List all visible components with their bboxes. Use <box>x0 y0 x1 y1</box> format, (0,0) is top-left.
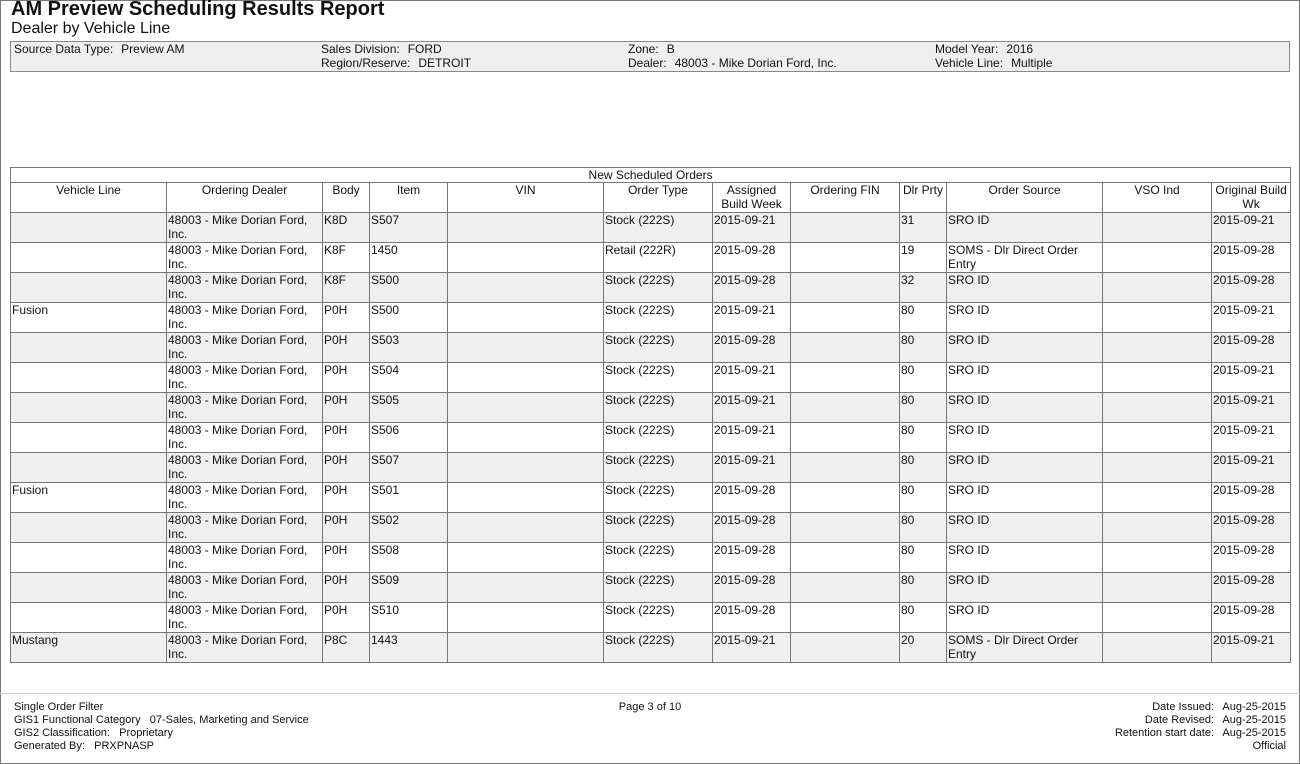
cell-order-source: SRO ID <box>947 423 1103 453</box>
cell-order-type: Stock (222S) <box>604 543 713 573</box>
cell-order-type: Stock (222S) <box>604 513 713 543</box>
gis1-value: 07-Sales, Marketing and Service <box>149 714 309 726</box>
cell-order-source: SRO ID <box>947 513 1103 543</box>
source-data-type <box>14 42 185 56</box>
region-reserve-value: DETROIT <box>418 56 472 70</box>
cell-order-source: SRO ID <box>947 273 1103 303</box>
cell-vso-ind <box>1103 243 1212 273</box>
table-row <box>11 513 1291 543</box>
cell-vso-ind <box>1103 333 1212 363</box>
cell-order-source: SOMS - Dlr Direct Order Entry <box>947 633 1103 663</box>
report-subtitle: Dealer by Vehicle Line <box>11 20 171 37</box>
cell-order-source: SOMS - Dlr Direct Order Entry <box>947 243 1103 273</box>
footer-gis2 <box>14 727 309 740</box>
cell-order-source: SRO ID <box>947 213 1103 243</box>
column-header-ordering-fin: Ordering FIN <box>791 183 900 213</box>
cell-item: S503 <box>370 333 448 363</box>
footer-status: Official <box>1252 740 1286 752</box>
cell-assigned-build-week: 2015-09-21 <box>713 423 791 453</box>
report-parameters-box <box>10 41 1290 72</box>
footer-generated-by <box>14 740 309 753</box>
zone-value: B <box>666 42 675 56</box>
cell-item: S502 <box>370 513 448 543</box>
generated-by-value: PRXPNASP <box>94 740 155 752</box>
table-row <box>11 423 1291 453</box>
cell-vso-ind <box>1103 393 1212 423</box>
cell-assigned-build-week: 2015-09-28 <box>713 243 791 273</box>
table-header-row <box>11 183 1291 213</box>
cell-ordering-fin <box>791 573 900 603</box>
cell-vso-ind <box>1103 513 1212 543</box>
sales-division-value: FORD <box>407 42 442 56</box>
table-row <box>11 273 1291 303</box>
cell-vin <box>448 633 604 663</box>
cell-item: 1450 <box>370 243 448 273</box>
cell-ordering-dealer: 48003 - Mike Dorian Ford, Inc. <box>167 483 323 513</box>
cell-original-build-wk: 2015-09-21 <box>1212 213 1291 243</box>
cell-original-build-wk: 2015-09-28 <box>1212 513 1291 543</box>
cell-assigned-build-week: 2015-09-21 <box>713 303 791 333</box>
cell-item: S509 <box>370 573 448 603</box>
column-header-ordering-dealer: Ordering Dealer <box>167 183 323 213</box>
cell-order-source: SRO ID <box>947 333 1103 363</box>
cell-vin <box>448 303 604 333</box>
date-revised-label: Date Revised: <box>1144 714 1214 726</box>
cell-original-build-wk: 2015-09-21 <box>1212 303 1291 333</box>
cell-assigned-build-week: 2015-09-28 <box>713 273 791 303</box>
cell-order-type: Stock (222S) <box>604 303 713 333</box>
cell-item: S510 <box>370 603 448 633</box>
cell-dlr-prty: 80 <box>900 603 947 633</box>
table-row <box>11 363 1291 393</box>
cell-assigned-build-week: 2015-09-21 <box>713 633 791 663</box>
cell-ordering-dealer: 48003 - Mike Dorian Ford, Inc. <box>167 243 323 273</box>
cell-dlr-prty: 80 <box>900 573 947 603</box>
column-header-body: Body <box>323 183 370 213</box>
cell-assigned-build-week: 2015-09-28 <box>713 603 791 633</box>
footer-date-issued <box>1115 701 1286 714</box>
cell-vso-ind <box>1103 453 1212 483</box>
cell-order-source: SRO ID <box>947 603 1103 633</box>
cell-order-type: Stock (222S) <box>604 213 713 243</box>
column-header-dlr-prty: Dlr Prty <box>900 183 947 213</box>
cell-ordering-fin <box>791 273 900 303</box>
cell-ordering-fin <box>791 603 900 633</box>
table-row <box>11 543 1291 573</box>
cell-item: S500 <box>370 303 448 333</box>
cell-ordering-fin <box>791 243 900 273</box>
sales-division-label: Sales Division: <box>321 42 400 56</box>
table-row <box>11 573 1291 603</box>
gis1-label: GIS1 Functional Category <box>14 714 141 726</box>
cell-order-type: Stock (222S) <box>604 453 713 483</box>
cell-vehicle-line <box>11 213 167 243</box>
cell-ordering-fin <box>791 393 900 423</box>
cell-ordering-dealer: 48003 - Mike Dorian Ford, Inc. <box>167 543 323 573</box>
table-group-header: New Scheduled Orders <box>11 168 1291 183</box>
cell-vin <box>448 483 604 513</box>
footer-page-number: Page 3 of 10 <box>618 701 682 713</box>
date-issued-label: Date Issued: <box>1152 701 1214 713</box>
cell-ordering-dealer: 48003 - Mike Dorian Ford, Inc. <box>167 423 323 453</box>
cell-body: P8C <box>323 633 370 663</box>
cell-body: K8F <box>323 273 370 303</box>
cell-order-type: Stock (222S) <box>604 363 713 393</box>
cell-vehicle-line <box>11 273 167 303</box>
cell-vso-ind <box>1103 633 1212 663</box>
cell-ordering-dealer: 48003 - Mike Dorian Ford, Inc. <box>167 273 323 303</box>
model-year <box>935 42 1033 56</box>
source-data-type-value: Preview AM <box>121 42 185 56</box>
footer-retention-date <box>1115 727 1286 740</box>
cell-vin <box>448 213 604 243</box>
scheduled-orders-table <box>10 167 1291 663</box>
cell-body: P0H <box>323 603 370 633</box>
cell-original-build-wk: 2015-09-21 <box>1212 363 1291 393</box>
cell-vehicle-line <box>11 603 167 633</box>
cell-original-build-wk: 2015-09-28 <box>1212 333 1291 363</box>
cell-order-source: SRO ID <box>947 543 1103 573</box>
cell-vin <box>448 603 604 633</box>
cell-dlr-prty: 19 <box>900 243 947 273</box>
cell-ordering-dealer: 48003 - Mike Dorian Ford, Inc. <box>167 573 323 603</box>
cell-vso-ind <box>1103 573 1212 603</box>
cell-vso-ind <box>1103 213 1212 243</box>
cell-body: P0H <box>323 393 370 423</box>
footer-divider <box>0 693 1300 694</box>
cell-order-type: Stock (222S) <box>604 573 713 603</box>
cell-item: S507 <box>370 453 448 483</box>
cell-ordering-dealer: 48003 - Mike Dorian Ford, Inc. <box>167 333 323 363</box>
cell-ordering-dealer: 48003 - Mike Dorian Ford, Inc. <box>167 633 323 663</box>
cell-ordering-fin <box>791 633 900 663</box>
cell-body: P0H <box>323 543 370 573</box>
cell-item: 1443 <box>370 633 448 663</box>
cell-vin <box>448 273 604 303</box>
column-header-vin: VIN <box>448 183 604 213</box>
cell-assigned-build-week: 2015-09-28 <box>713 333 791 363</box>
cell-body: P0H <box>323 573 370 603</box>
cell-item: S506 <box>370 423 448 453</box>
cell-assigned-build-week: 2015-09-21 <box>713 453 791 483</box>
cell-order-type: Stock (222S) <box>604 273 713 303</box>
cell-order-type: Stock (222S) <box>604 483 713 513</box>
dealer-label: Dealer: <box>628 56 667 70</box>
cell-vehicle-line: Mustang <box>11 633 167 663</box>
sales-division <box>321 42 442 56</box>
cell-vehicle-line <box>11 243 167 273</box>
cell-ordering-fin <box>791 423 900 453</box>
cell-vin <box>448 513 604 543</box>
cell-order-source: SRO ID <box>947 303 1103 333</box>
cell-ordering-dealer: 48003 - Mike Dorian Ford, Inc. <box>167 393 323 423</box>
table-row <box>11 453 1291 483</box>
cell-body: P0H <box>323 423 370 453</box>
cell-item: S500 <box>370 273 448 303</box>
cell-dlr-prty: 20 <box>900 633 947 663</box>
cell-ordering-fin <box>791 513 900 543</box>
column-header-vso-ind: VSO Ind <box>1103 183 1212 213</box>
cell-original-build-wk: 2015-09-28 <box>1212 273 1291 303</box>
cell-original-build-wk: 2015-09-28 <box>1212 243 1291 273</box>
model-year-value: 2016 <box>1006 42 1034 56</box>
cell-original-build-wk: 2015-09-21 <box>1212 633 1291 663</box>
column-header-item: Item <box>370 183 448 213</box>
cell-dlr-prty: 80 <box>900 393 947 423</box>
cell-vin <box>448 423 604 453</box>
cell-ordering-dealer: 48003 - Mike Dorian Ford, Inc. <box>167 303 323 333</box>
cell-vehicle-line <box>11 453 167 483</box>
date-revised-value: Aug-25-2015 <box>1222 714 1286 726</box>
cell-vin <box>448 543 604 573</box>
cell-vin <box>448 243 604 273</box>
zone-label: Zone: <box>628 42 659 56</box>
cell-vin <box>448 573 604 603</box>
cell-order-source: SRO ID <box>947 363 1103 393</box>
cell-vso-ind <box>1103 483 1212 513</box>
cell-order-source: SRO ID <box>947 483 1103 513</box>
generated-by-label: Generated By: <box>14 740 85 752</box>
cell-vso-ind <box>1103 363 1212 393</box>
table-row <box>11 243 1291 273</box>
cell-dlr-prty: 80 <box>900 513 947 543</box>
cell-vehicle-line <box>11 513 167 543</box>
cell-dlr-prty: 32 <box>900 273 947 303</box>
cell-original-build-wk: 2015-09-21 <box>1212 393 1291 423</box>
cell-ordering-dealer: 48003 - Mike Dorian Ford, Inc. <box>167 453 323 483</box>
cell-dlr-prty: 80 <box>900 453 947 483</box>
column-header-order-type: Order Type <box>604 183 713 213</box>
cell-order-type: Stock (222S) <box>604 333 713 363</box>
gis2-value: Proprietary <box>119 727 173 739</box>
cell-vehicle-line <box>11 393 167 423</box>
cell-order-type: Stock (222S) <box>604 633 713 663</box>
source-data-type-label: Source Data Type: <box>14 42 114 56</box>
column-header-vehicle-line: Vehicle Line <box>11 183 167 213</box>
cell-assigned-build-week: 2015-09-21 <box>713 393 791 423</box>
gis2-label: GIS2 Classification: <box>14 727 110 739</box>
table-row <box>11 483 1291 513</box>
cell-order-type: Retail (222R) <box>604 243 713 273</box>
cell-vehicle-line <box>11 543 167 573</box>
footer-right <box>1115 701 1286 753</box>
cell-original-build-wk: 2015-09-28 <box>1212 603 1291 633</box>
cell-original-build-wk: 2015-09-28 <box>1212 483 1291 513</box>
table-body <box>11 213 1291 663</box>
cell-vso-ind <box>1103 303 1212 333</box>
cell-vin <box>448 453 604 483</box>
column-header-order-source: Order Source <box>947 183 1103 213</box>
table-row <box>11 213 1291 243</box>
cell-dlr-prty: 80 <box>900 333 947 363</box>
cell-dlr-prty: 80 <box>900 483 947 513</box>
cell-original-build-wk: 2015-09-21 <box>1212 423 1291 453</box>
cell-assigned-build-week: 2015-09-28 <box>713 543 791 573</box>
region-reserve-label: Region/Reserve: <box>321 56 411 70</box>
cell-body: P0H <box>323 303 370 333</box>
cell-vso-ind <box>1103 423 1212 453</box>
cell-vin <box>448 363 604 393</box>
cell-ordering-fin <box>791 363 900 393</box>
cell-ordering-fin <box>791 213 900 243</box>
cell-body: P0H <box>323 483 370 513</box>
cell-assigned-build-week: 2015-09-21 <box>713 213 791 243</box>
cell-vehicle-line <box>11 423 167 453</box>
cell-original-build-wk: 2015-09-28 <box>1212 573 1291 603</box>
cell-dlr-prty: 80 <box>900 423 947 453</box>
footer-date-revised <box>1115 714 1286 727</box>
cell-body: P0H <box>323 363 370 393</box>
cell-ordering-fin <box>791 303 900 333</box>
footer-filter: Single Order Filter <box>14 701 104 713</box>
cell-item: S501 <box>370 483 448 513</box>
table-row <box>11 333 1291 363</box>
region-reserve <box>321 56 471 70</box>
cell-body: K8D <box>323 213 370 243</box>
cell-ordering-dealer: 48003 - Mike Dorian Ford, Inc. <box>167 213 323 243</box>
vehicle-line-label: Vehicle Line: <box>935 56 1004 70</box>
cell-dlr-prty: 80 <box>900 303 947 333</box>
cell-original-build-wk: 2015-09-28 <box>1212 543 1291 573</box>
vehicle-line-value: Multiple <box>1011 56 1053 70</box>
cell-vso-ind <box>1103 603 1212 633</box>
cell-assigned-build-week: 2015-09-28 <box>713 573 791 603</box>
model-year-label: Model Year: <box>935 42 999 56</box>
cell-assigned-build-week: 2015-09-28 <box>713 483 791 513</box>
cell-ordering-dealer: 48003 - Mike Dorian Ford, Inc. <box>167 603 323 633</box>
retention-label: Retention start date: <box>1114 727 1214 739</box>
cell-order-type: Stock (222S) <box>604 603 713 633</box>
date-issued-value: Aug-25-2015 <box>1222 701 1286 713</box>
report-title: AM Preview Scheduling Results Report <box>11 0 385 20</box>
cell-vso-ind <box>1103 273 1212 303</box>
cell-order-source: SRO ID <box>947 453 1103 483</box>
cell-vehicle-line <box>11 333 167 363</box>
cell-assigned-build-week: 2015-09-21 <box>713 363 791 393</box>
cell-body: P0H <box>323 513 370 543</box>
retention-value: Aug-25-2015 <box>1222 727 1286 739</box>
vehicle-line <box>935 56 1052 70</box>
cell-dlr-prty: 80 <box>900 363 947 393</box>
cell-order-source: SRO ID <box>947 573 1103 603</box>
cell-item: S507 <box>370 213 448 243</box>
cell-vin <box>448 393 604 423</box>
cell-order-source: SRO ID <box>947 393 1103 423</box>
cell-vehicle-line: Fusion <box>11 483 167 513</box>
dealer-value: 48003 - Mike Dorian Ford, Inc. <box>674 56 837 70</box>
cell-vehicle-line <box>11 573 167 603</box>
table-row <box>11 303 1291 333</box>
cell-order-type: Stock (222S) <box>604 423 713 453</box>
dealer <box>628 56 837 70</box>
cell-dlr-prty: 31 <box>900 213 947 243</box>
cell-order-type: Stock (222S) <box>604 393 713 423</box>
cell-original-build-wk: 2015-09-21 <box>1212 453 1291 483</box>
cell-body: P0H <box>323 333 370 363</box>
cell-dlr-prty: 80 <box>900 543 947 573</box>
cell-vso-ind <box>1103 543 1212 573</box>
cell-ordering-fin <box>791 453 900 483</box>
cell-ordering-fin <box>791 483 900 513</box>
table-row <box>11 603 1291 633</box>
column-header-original-build-wk: Original Build Wk <box>1212 183 1291 213</box>
table-row <box>11 393 1291 423</box>
cell-ordering-fin <box>791 333 900 363</box>
cell-ordering-dealer: 48003 - Mike Dorian Ford, Inc. <box>167 513 323 543</box>
table-row <box>11 633 1291 663</box>
cell-body: P0H <box>323 453 370 483</box>
cell-body: K8F <box>323 243 370 273</box>
zone <box>628 42 675 56</box>
column-header-assigned-build-week: Assigned Build Week <box>713 183 791 213</box>
cell-item: S505 <box>370 393 448 423</box>
cell-ordering-fin <box>791 543 900 573</box>
cell-item: S508 <box>370 543 448 573</box>
cell-ordering-dealer: 48003 - Mike Dorian Ford, Inc. <box>167 363 323 393</box>
footer-gis1 <box>14 714 309 727</box>
cell-assigned-build-week: 2015-09-28 <box>713 513 791 543</box>
cell-vehicle-line: Fusion <box>11 303 167 333</box>
footer-left <box>14 701 309 753</box>
cell-vehicle-line <box>11 363 167 393</box>
cell-vin <box>448 333 604 363</box>
cell-item: S504 <box>370 363 448 393</box>
